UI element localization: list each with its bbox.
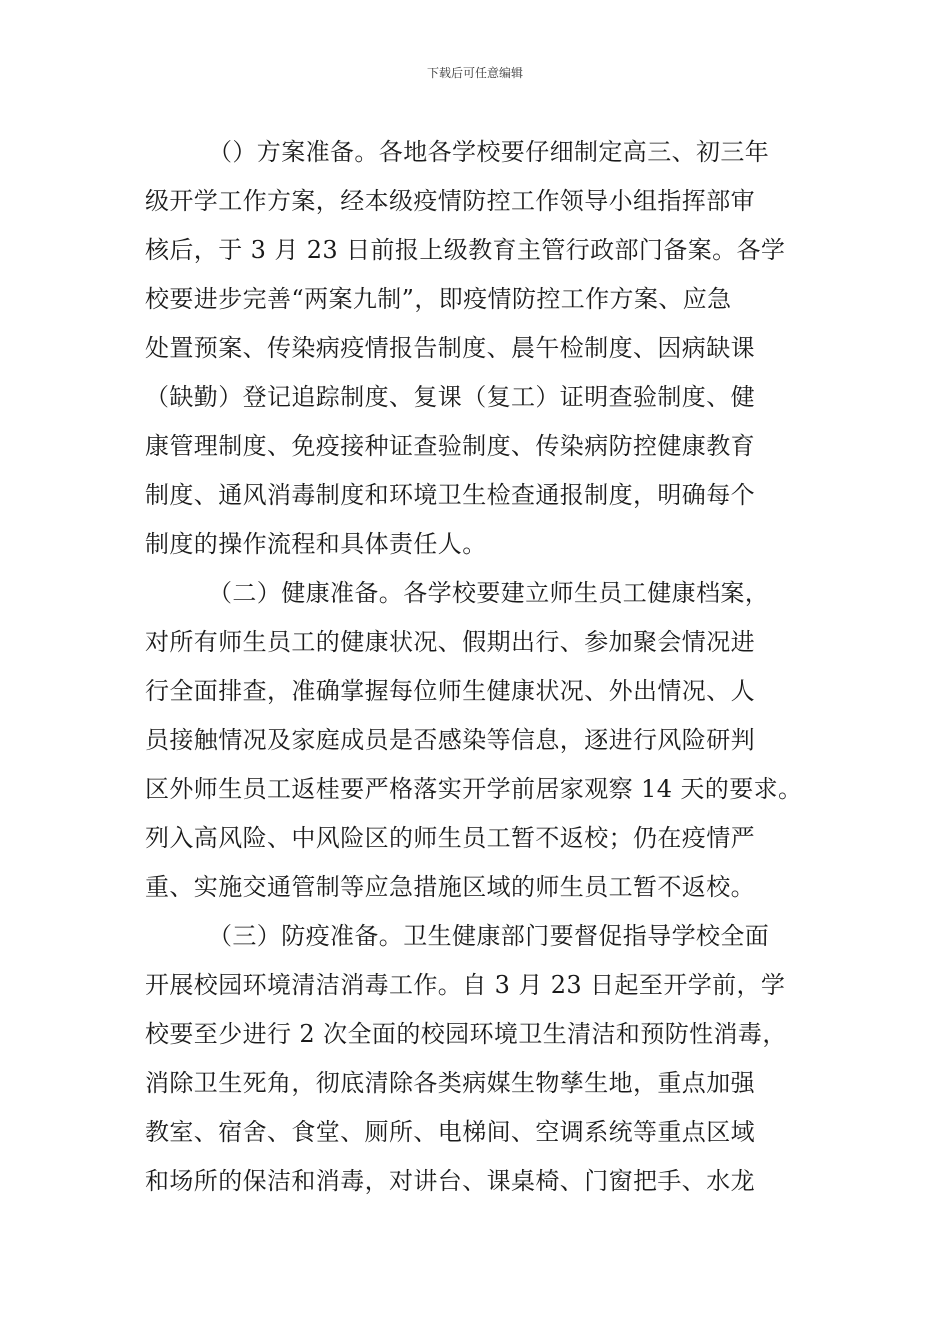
- paragraph-2-line-6: 列入高风险、中风险区的师生员工暂不返校；仍在疫情严: [145, 824, 755, 852]
- paragraph-2-line-2: 对所有师生员工的健康状况、假期出行、参加聚会情况进: [145, 628, 755, 656]
- document-body: [145, 128, 810, 1206]
- paragraph-3-line-3: 校要至少进行 2 次全面的校园环境卫生清洁和预防性消毒，: [145, 1020, 787, 1048]
- paragraph-1-line-2: 级开学工作方案，经本级疫情防控工作领导小组指挥部审: [145, 187, 755, 215]
- paragraph-3-line-5: 教室、宿舍、食堂、厕所、电梯间、空调系统等重点区域: [145, 1118, 755, 1146]
- paragraph-2-line-7: 重、实施交通管制等应急措施区域的师生员工暂不返校。: [145, 873, 755, 901]
- paragraph-2-line-5: 区外师生员工返桂要严格落实开学前居家观察 14 天的要求。: [145, 775, 803, 803]
- paragraph-2-line-4: 员接触情况及家庭成员是否感染等信息，逐进行风险研判: [145, 726, 755, 754]
- paragraph-1-line-1: （）方案准备。各地各学校要仔细制定高三、初三年: [208, 138, 770, 166]
- paragraph-1-line-7: 康管理制度、免疫接种证查验制度、传染病防控健康教育: [145, 432, 755, 460]
- paragraph-1-line-6: （缺勤）登记追踪制度、复课（复工）证明查验制度、健: [145, 383, 755, 411]
- paragraph-1-line-3: 核后，于 3 月 23 日前报上级教育主管行政部门备案。各学: [145, 236, 786, 264]
- paragraph-1-line-5: 处置预案、传染病疫情报告制度、晨午检制度、因病缺课: [145, 334, 755, 362]
- paragraph-1-line-8: 制度、通风消毒制度和环境卫生检查通报制度，明确每个: [145, 481, 755, 509]
- paragraph-2-line-1: （二）健康准备。各学校要建立师生员工健康档案，: [208, 579, 770, 607]
- page-header: 下载后可任意编辑: [426, 66, 523, 80]
- paragraph-1-line-9: 制度的操作流程和具体责任人。: [145, 530, 487, 558]
- paragraph-3-line-4: 消除卫生死角，彻底清除各类病媒生物孳生地，重点加强: [145, 1069, 755, 1097]
- paragraph-3-line-1: （三）防疫准备。卫生健康部门要督促指导学校全面: [208, 922, 770, 950]
- paragraph-3-line-2: 开展校园环境清洁消毒工作。自 3 月 23 日起至开学前，学: [145, 971, 786, 999]
- paragraph-3-line-6: 和场所的保洁和消毒，对讲台、课桌椅、门窗把手、水龙: [145, 1167, 755, 1195]
- paragraph-2-line-3: 行全面排查，准确掌握每位师生健康状况、外出情况、人: [145, 677, 755, 705]
- paragraph-1-line-4: 校要进步完善“两案九制”，即疫情防控工作方案、应急: [145, 285, 732, 313]
